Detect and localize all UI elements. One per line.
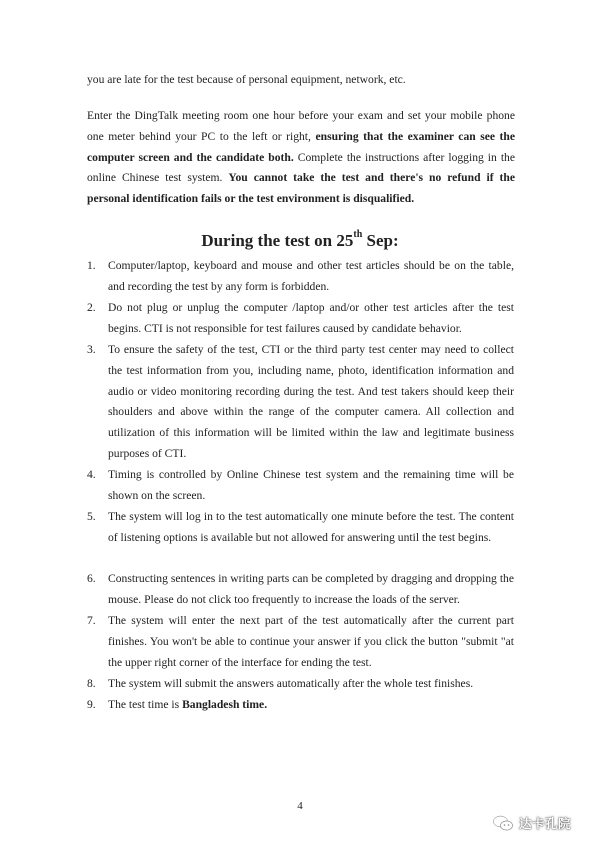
item-text-plain: The test time is xyxy=(108,698,183,711)
para2-bold-2: You cannot take the test and there's no refund if the personal identification fails or the test environment is disqualified. xyxy=(87,171,515,206)
para2-bold-1: ensuring that the examiner can see the computer screen and the candidate both. xyxy=(87,129,516,164)
item-text: The system will submit the answers automatically after the whole test finishes. xyxy=(108,677,474,690)
item-text: To ensure the safety of the test, CTI or the third party test center may need to collect the test information from you, including name, photo, identification information and audio or video monitoring recording during the test. And test takers should keep their shoulders and above within the range of the computer camera. All collection and utilization of this information will be limited within the law and legitimate business purposes of CTI. xyxy=(108,343,514,460)
exam-preparation-paragraph xyxy=(87,106,515,210)
carryover-line: you are late for the test because of personal equipment, network, etc. xyxy=(87,73,406,86)
item-text xyxy=(108,695,514,716)
item-number: 6. xyxy=(87,572,96,585)
item-number: 2. xyxy=(87,301,96,314)
item-text: The system will enter the next part of the test automatically after the current part finishes. You won't be able to continue your answer if you click the button "submit "at the upper right corner of the interface for ending the test. xyxy=(108,614,514,669)
heading-superscript: th xyxy=(353,229,363,241)
item-number: 9. xyxy=(87,698,96,711)
item-number: 4. xyxy=(87,468,96,481)
item-text-bold: Bangladesh time. xyxy=(182,698,268,711)
item-number: 1. xyxy=(87,259,96,272)
para2-sentence-1: Enter the DingTalk meeting room one hour before your exam and set your mobile phone one meter behind your PC to the left or right, xyxy=(87,109,515,143)
item-number: 3. xyxy=(87,343,96,356)
item-number: 8. xyxy=(87,677,96,690)
wechat-watermark xyxy=(492,812,592,834)
item-number: 7. xyxy=(87,614,96,627)
item-number: 5. xyxy=(87,510,96,523)
item-text: The system will log in to the test automatically one minute before the test. The content of listening options is available but not allowed for answering until the test begins. xyxy=(108,510,514,544)
watermark-text: 达卡孔院 xyxy=(519,816,572,831)
item-text: Computer/laptop, keyboard and mouse and other test articles should be on the table, and recording the test by any form is forbidden. xyxy=(108,259,514,293)
wechat-logo-icon xyxy=(492,814,514,832)
section-heading xyxy=(0,229,600,253)
para2-sentence-2: Complete the instructions after logging in the online Chinese test system. xyxy=(87,150,515,185)
item-text: Do not plug or unplug the computer /laptop and/or other test articles after the test begins. CTI is not responsible for test failures caused by candidate behavior. xyxy=(108,301,514,335)
heading-prefix: During the test on 25 xyxy=(201,231,354,250)
heading-suffix: Sep: xyxy=(362,231,399,250)
item-text: Timing is controlled by Online Chinese test system and the remaining time will be shown on the screen. xyxy=(108,468,514,502)
page-number: 4 xyxy=(297,800,303,812)
item-text: Constructing sentences in writing parts can be completed by dragging and dropping the mouse. Please do not click too frequently to increase the loads of the server. xyxy=(108,572,514,606)
